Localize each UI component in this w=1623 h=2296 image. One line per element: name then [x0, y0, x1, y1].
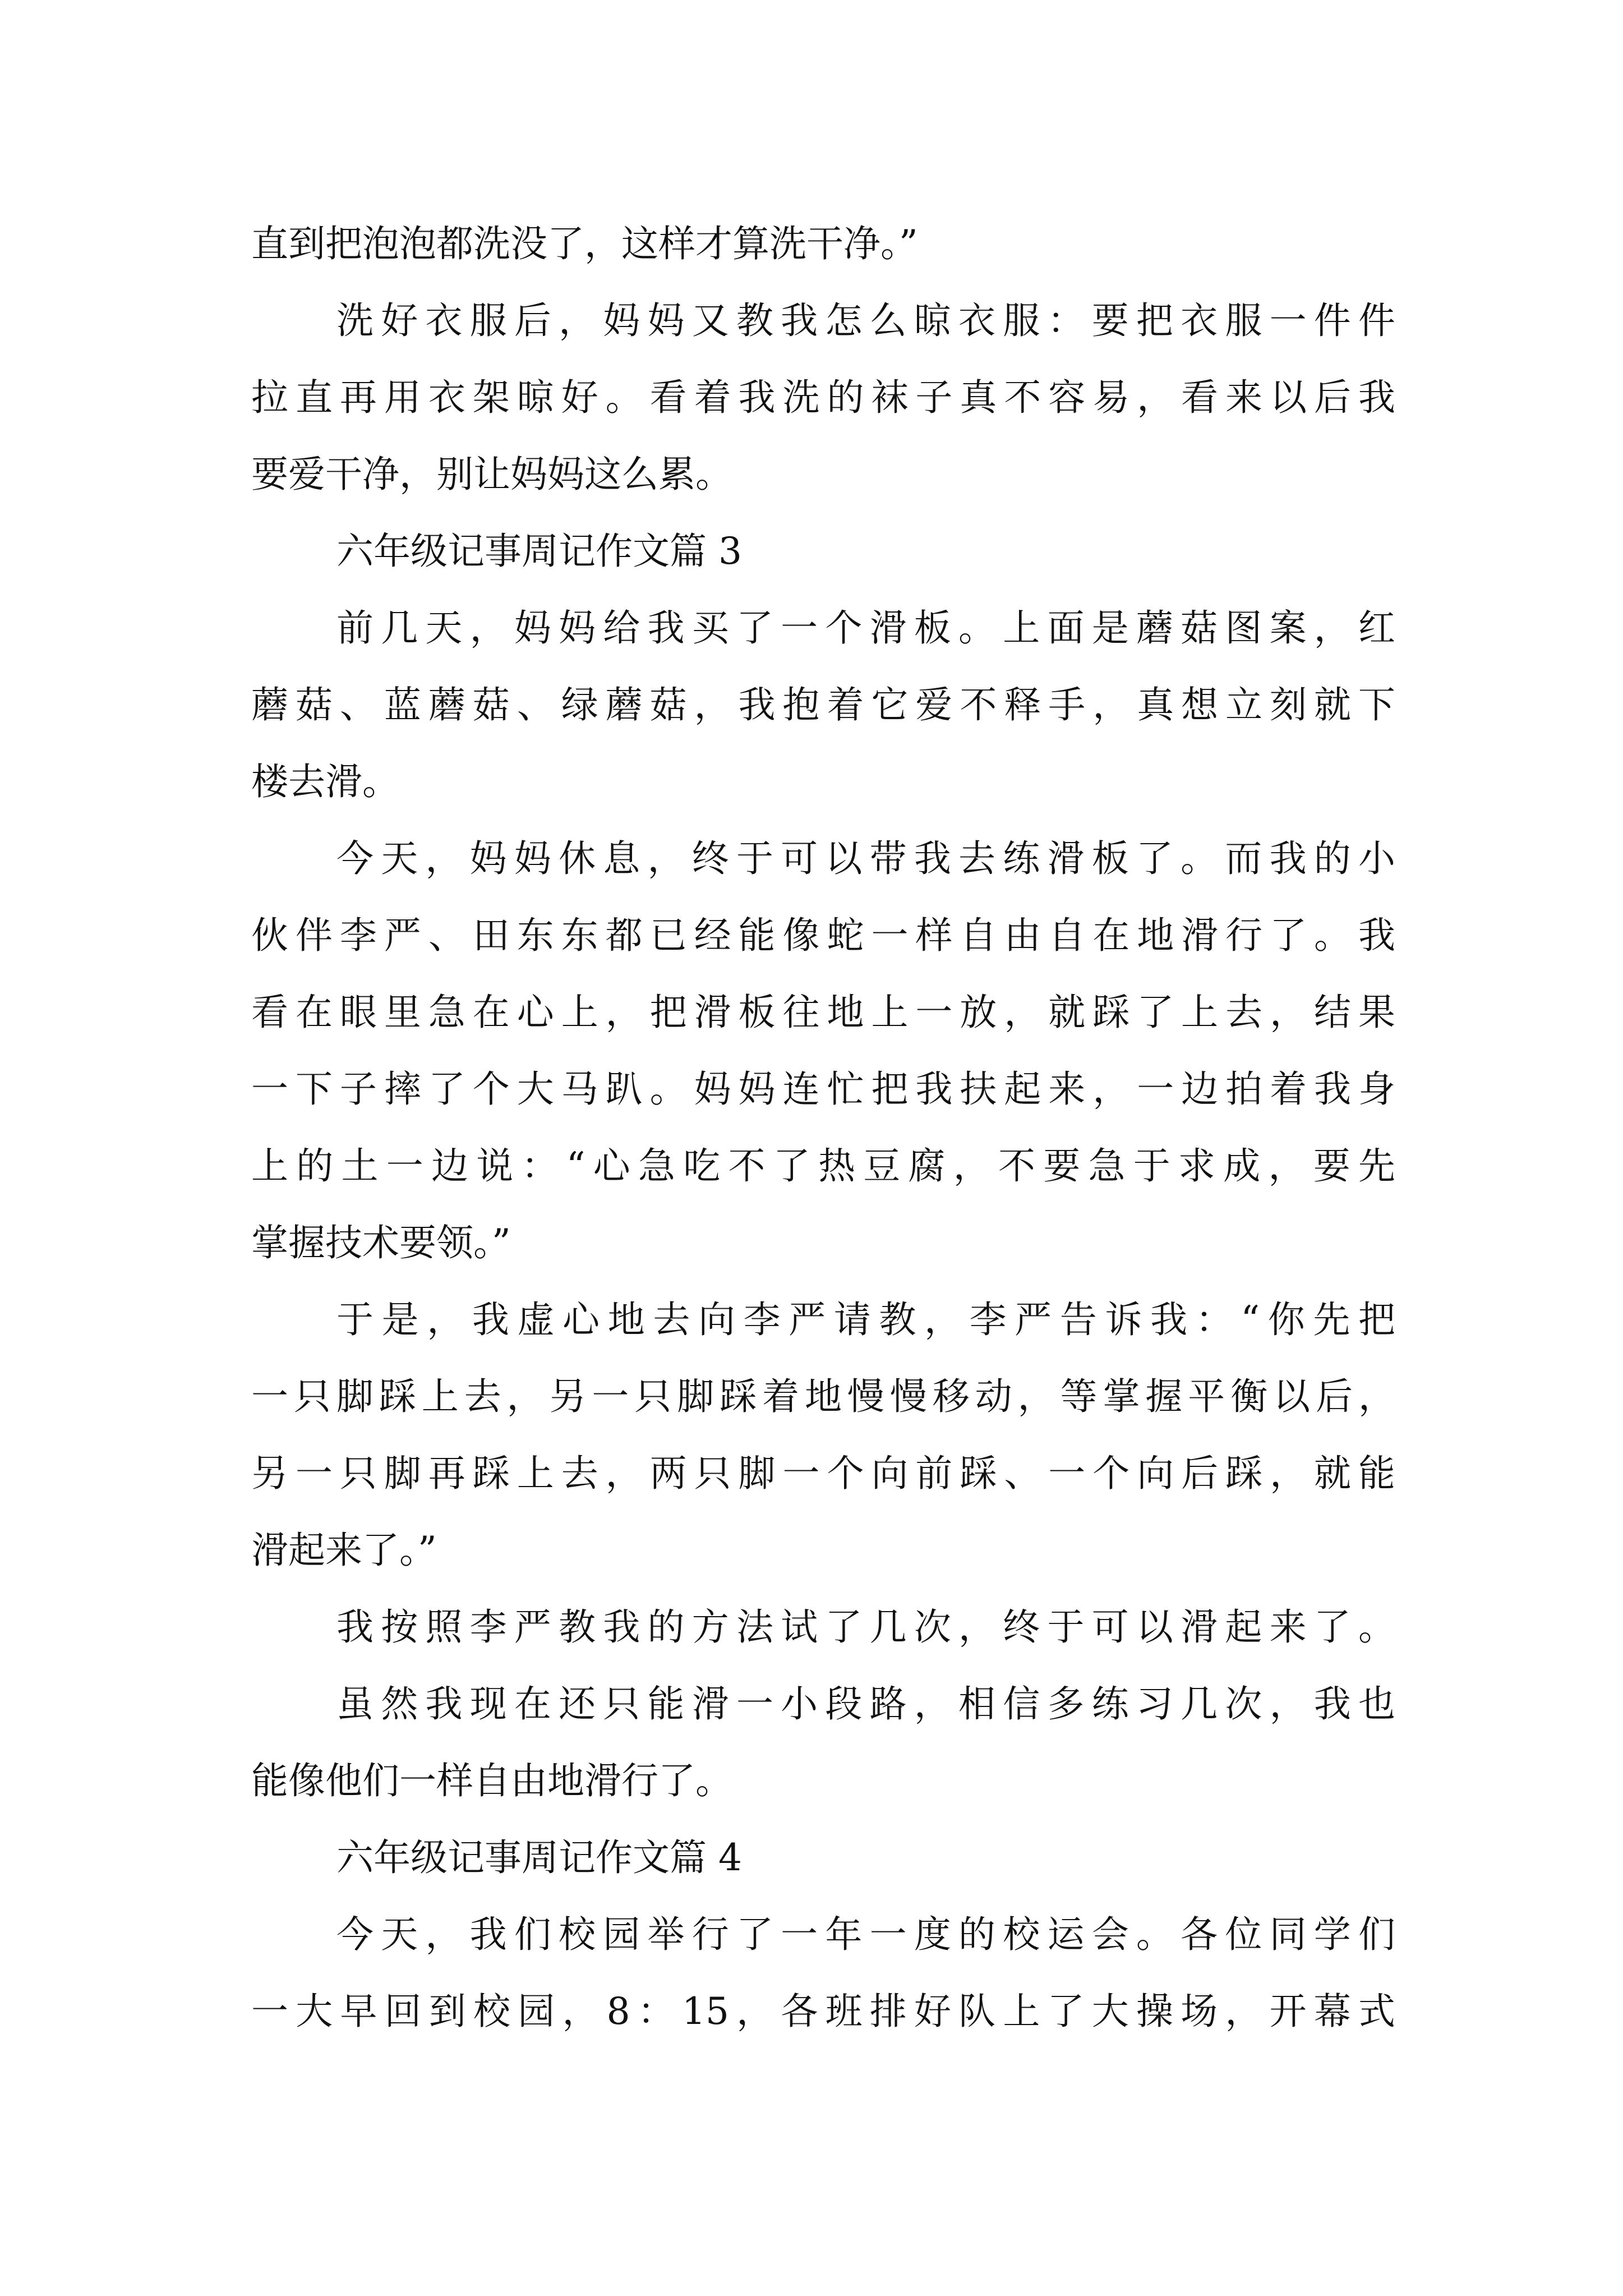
text-line: 伙伴李严、田东东都已经能像蛇一样自由自在地滑行了。我 — [251, 914, 1395, 957]
text-line: 蘑菇、蓝蘑菇、绿蘑菇，我抱着它爱不释手，真想立刻就下 — [251, 683, 1395, 726]
text-line: 楼去滑。 — [251, 760, 399, 803]
text-line: 我按照李严教我的方法试了几次，终于可以滑起来了。 — [336, 1605, 1395, 1649]
text-line: 另一只脚再踩上去，两只脚一个向前踩、一个向后踩，就能 — [251, 1452, 1395, 1495]
text-line: 今天，妈妈休息，终于可以带我去练滑板了。而我的小 — [336, 837, 1395, 880]
text-line: 直到把泡泡都洗没了，这样才算洗干净。” — [251, 222, 918, 265]
text-line: 于是，我虚心地去向李严请教，李严告诉我：“你先把 — [336, 1298, 1395, 1341]
text-line: 一大早回到校园，8：15，各班排好队上了大操场，开幕式 — [251, 1990, 1395, 2033]
text-line: 能像他们一样自由地滑行了。 — [251, 1759, 732, 1802]
text-line: 洗好衣服后，妈妈又教我怎么晾衣服：要把衣服一件件 — [336, 299, 1395, 342]
text-line: 一只脚踩上去，另一只脚踩着地慢慢移动，等掌握平衡以后， — [251, 1375, 1395, 1418]
text-line: 前几天，妈妈给我买了一个滑板。上面是蘑菇图案，红 — [336, 606, 1395, 650]
text-line: 上的土一边说：“心急吃不了热豆腐，不要急于求成，要先 — [251, 1144, 1395, 1188]
text-line: 滑起来了。” — [251, 1529, 437, 1572]
text-line: 一下子摔了个大马趴。妈妈连忙把我扶起来，一边拍着我身 — [251, 1068, 1395, 1111]
text-line: 要爱干净，别让妈妈这么累。 — [251, 453, 732, 496]
section-heading: 六年级记事周记作文篇 3 — [336, 530, 742, 573]
section-heading: 六年级记事周记作文篇 4 — [336, 1836, 742, 1879]
text-line: 今天，我们校园举行了一年一度的校运会。各位同学们 — [336, 1913, 1395, 1956]
text-line: 掌握技术要领。” — [251, 1221, 511, 1264]
text-line: 拉直再用衣架晾好。看着我洗的袜子真不容易，看来以后我 — [251, 376, 1395, 419]
text-line: 虽然我现在还只能滑一小段路，相信多练习几次，我也 — [336, 1682, 1395, 1726]
text-line: 看在眼里急在心上，把滑板往地上一放，就踩了上去，结果 — [251, 991, 1395, 1034]
